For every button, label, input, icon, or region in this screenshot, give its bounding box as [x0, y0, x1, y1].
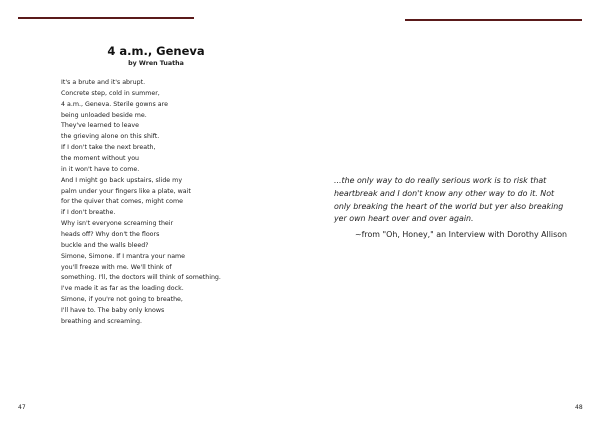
page-number-right: 48	[575, 404, 583, 411]
top-rule-left	[18, 17, 194, 19]
poem-line: Simone, Simone. If I mantra your name	[61, 252, 186, 260]
poem-line: It's a brute and it's abrupt.	[61, 79, 146, 86]
poem-line: If I don't take the next breath,	[61, 144, 156, 152]
quote-line: ...the only way to do really serious work is to risk that	[334, 176, 547, 185]
poem-line: being unloaded beside me.	[61, 111, 147, 119]
poem-body	[61, 78, 231, 328]
poem-line: something. I'll, the doctors will think of something.	[61, 274, 221, 282]
poem-line: buckle and the walls bleed?	[61, 241, 149, 249]
epigraph-quote	[334, 175, 584, 226]
poem-line: if I don't breathe.	[61, 209, 116, 217]
poem-line: 4 a.m., Geneva. Sterile gowns are	[61, 100, 168, 108]
top-rule-right	[405, 19, 582, 21]
quote-line: yer own heart over and over again.	[334, 214, 474, 224]
poem-line: for the quiver that comes, might come	[61, 198, 183, 206]
poem-line: I'll have to. The baby only knows	[61, 307, 165, 315]
poem-line: you'll freeze with me. We'll think of	[61, 263, 172, 271]
page-number-left: 47	[18, 404, 26, 411]
poem-line: in it won't have to come.	[61, 165, 140, 173]
poem-line: the moment without you	[61, 155, 140, 163]
quote-line: heartbreak and I don't know any other way to do it. Not	[334, 188, 555, 198]
poem-title: 4 a.m., Geneva	[107, 44, 205, 58]
poem-line: the grieving alone on this shift.	[61, 133, 160, 141]
poem-line: I've made it as far as the loading dock.	[61, 285, 184, 293]
poem-line: palm under your fingers like a plate, wait	[61, 187, 191, 195]
poem-line: Concrete step, cold in summer,	[61, 89, 160, 97]
quote-line: only breaking the heart of the world but yer also breaking	[334, 201, 564, 211]
epigraph-attribution: ~from "Oh, Honey," an Interview with Dorothy Allison	[355, 230, 568, 239]
poem-line: Why isn't everyone screaming their	[61, 220, 174, 228]
poem-line: heads off? Why don't the floors	[61, 231, 160, 239]
poem-line: breathing and screaming.	[61, 317, 143, 325]
poem-line: Simone, if you're not going to breathe,	[61, 296, 183, 304]
poem-author: by Wren Tuatha	[128, 60, 184, 67]
poem-line: And I might go back upstairs, slide my	[61, 176, 183, 184]
poem-line: They've learned to leave	[61, 122, 140, 130]
